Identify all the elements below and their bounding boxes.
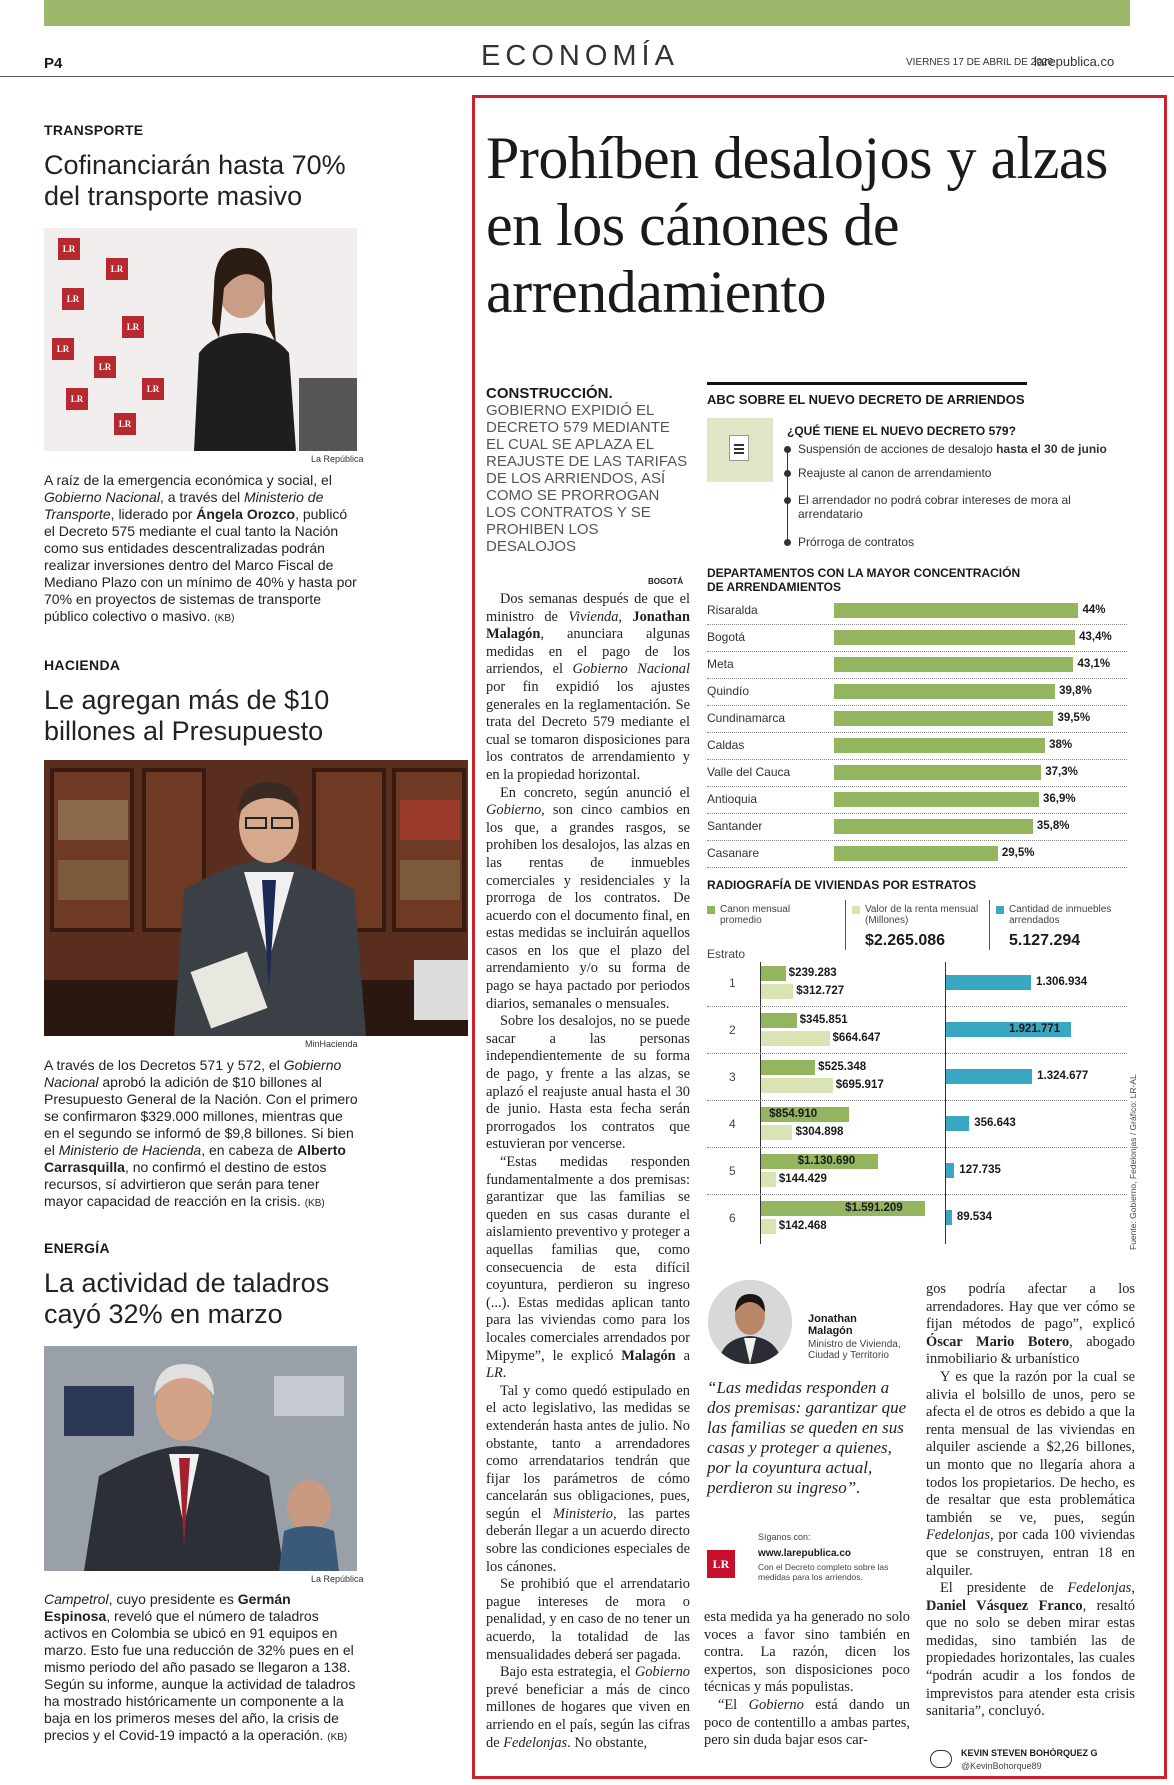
- renta-bar: [761, 1172, 776, 1187]
- abc-question: ¿QUÉ TIENE EL NUEVO DECRETO 579?: [787, 424, 1016, 438]
- follow-text: Con el Decreto completo sobre las medidas para los arriendos.: [758, 1562, 889, 1582]
- dept-value-label: 29,5%: [1001, 847, 1035, 859]
- canon-value: $345.851: [799, 1014, 848, 1026]
- document-icon: [707, 418, 773, 482]
- photo-angela-orozco: LR LR LR LR LR LR LR LR LR: [44, 228, 357, 451]
- rad-chart-title: RADIOGRAFÍA DE VIVIENDAS POR ESTRATOS: [707, 878, 977, 892]
- estrato-number: 3: [729, 1070, 736, 1084]
- bullet-icon: [784, 470, 791, 477]
- inmuebles-value: 89.534: [956, 1211, 992, 1223]
- pull-quote: “Las medidas responden a dos premisas: garantizar que las familias se queden en sus casas y proteger a quienes, por la coyuntura actual, perdieron su ingreso”.: [707, 1378, 907, 1497]
- dept-bar: [834, 846, 998, 861]
- bullet-icon: [784, 539, 791, 546]
- canon-value: $1.591.209: [845, 1202, 903, 1214]
- dept-value-label: 39,5%: [1057, 712, 1091, 724]
- inmuebles-bar: [946, 1163, 954, 1178]
- follow-link[interactable]: www.larepublica.co: [758, 1548, 851, 1559]
- dept-row: [707, 841, 1127, 868]
- renta-bar: [761, 1031, 830, 1046]
- dept-bar: [834, 630, 1075, 645]
- estrato-number: 6: [729, 1211, 736, 1225]
- estrato-number: 5: [729, 1164, 736, 1178]
- abc-item-4: Prórroga de contratos: [798, 535, 915, 549]
- legend-separator: [845, 900, 846, 950]
- dept-label: Casanare: [707, 846, 760, 860]
- dept-bar: [834, 684, 1055, 699]
- abc-item-3: El arrendador no podrá cobrar intereses de mora al arrendatario: [798, 493, 1071, 521]
- dept-row: [707, 787, 1127, 814]
- dept-row: [707, 814, 1127, 841]
- canon-value: $854.910: [769, 1108, 818, 1120]
- rad-row-separator: [707, 1006, 1127, 1007]
- dept-label: Valle del Cauca: [707, 765, 791, 779]
- dept-label: Antioquia: [707, 792, 758, 806]
- inmuebles-value: 1.921.771: [1009, 1023, 1061, 1035]
- abc-item-1: Suspensión de acciones de desalojo hasta el 30 de junio: [798, 442, 1107, 456]
- estrato-axis-label: Estrato: [707, 947, 746, 961]
- dept-row: [707, 679, 1127, 706]
- renta-value: $695.917: [835, 1079, 884, 1091]
- dept-label: Caldas: [707, 738, 745, 752]
- quote-name: Jonathan Malagón: [808, 1313, 857, 1337]
- dept-value-label: 43,1%: [1077, 658, 1111, 670]
- legend-renta: Valor de la renta mensual (Millones): [865, 904, 979, 926]
- dept-bar: [834, 819, 1033, 834]
- brief-transporte: [44, 122, 464, 212]
- canon-bar: [761, 1013, 797, 1028]
- photo-credit: La República: [311, 454, 364, 464]
- dept-bar: [834, 711, 1053, 726]
- quote-role: Ministro de Vivienda, Ciudad y Territorio: [808, 1339, 901, 1361]
- bullet-icon: [784, 446, 791, 453]
- canon-value: $239.283: [788, 967, 837, 979]
- abc-connector: [787, 449, 788, 543]
- dept-label: Santander: [707, 819, 763, 833]
- chart-source: Fuente: Gobierno, Fedelonjas / Gráfico: LR-AL: [1128, 1074, 1138, 1250]
- dept-value-label: 35,8%: [1036, 820, 1070, 832]
- legend-canon: Canon mensual promedio: [720, 904, 791, 926]
- canon-bar: [761, 966, 786, 981]
- legend-separator: [989, 900, 990, 950]
- dept-value-label: 37,3%: [1045, 766, 1078, 778]
- legend-inmuebles: Cantidad de inmuebles arrendados: [1009, 904, 1112, 926]
- site-name: larepublica.co: [1034, 54, 1115, 69]
- rad-chart: [707, 962, 1127, 1244]
- rad-row-separator: [707, 1100, 1127, 1101]
- dept-value-label: 36,9%: [1043, 793, 1076, 805]
- total-inmuebles: 5.127.294: [1009, 932, 1081, 949]
- estrato-number: 1: [729, 976, 736, 990]
- brief-title: Cofinanciarán hasta 70% del transporte masivo: [44, 150, 346, 211]
- photo-credit: MinHacienda: [305, 1039, 358, 1049]
- renta-value: $304.898: [795, 1126, 844, 1138]
- lr-logo-icon: LR: [707, 1550, 735, 1578]
- estrato-number: 2: [729, 1023, 736, 1037]
- dept-bar: [834, 792, 1039, 807]
- lead-text: GOBIERNO EXPIDIÓ EL DECRETO 579 MEDIANTE EL CUAL SE APLAZA EL REAJUSTE DE LAS TARIFAS DE LOS ARRIENDOS, ASÍ COMO SE PRORROGAN LOS CONTRATOS Y SE PROHIBEN LOS DESALOJOS: [486, 402, 688, 555]
- portrait-jonathan-malagon: [708, 1280, 792, 1364]
- abc-item-2: Reajuste al canon de arrendamiento: [798, 466, 992, 480]
- dept-label: Quindío: [707, 684, 750, 698]
- dateline: BOGOTÁ: [648, 577, 684, 586]
- brief-text: Campetrol, cuyo presidente es Germán Espinosa, reveló que el número de taladros activos en Colombia se ubicó en 91 equipos en marzo. Esto fue una reducción de 32% pues en el mismo periodo del año pasado se llegaron a 138. Según su informe, aunque la actividad de taladros ha mostrado históricamente un componente a la baja en los primeros meses del año, la crisis de precios y el Covid-19 impactó a la operación. (KB): [44, 1591, 356, 1743]
- photo-alberto-carrasquilla: [44, 760, 468, 1036]
- inmuebles-value: 127.735: [959, 1164, 1001, 1176]
- estrato-number: 4: [729, 1117, 736, 1131]
- author-name: KEVIN STEVEN BOHÓRQUEZ G: [961, 1748, 1098, 1758]
- dept-label: Bogotá: [707, 630, 746, 644]
- article-body-col2: esta medida ya ha generado no solo voces a favor sino también en contra. La razón, dicen los expertos, son disposiciones poco técnicas y más populistas. “El Gobierno está dando un poco de contentillo a ambas partes, pero sin duda bajar esos car-: [704, 1609, 910, 1749]
- renta-bar: [761, 1219, 776, 1234]
- rad-row-separator: [707, 1147, 1127, 1148]
- speech-bubble-icon: [930, 1750, 952, 1768]
- dept-chart-title: DEPARTAMENTOS CON LA MAYOR CONCENTRACIÓN DE ARRENDAMIENTOS: [707, 566, 1021, 594]
- photo-credit: La República: [311, 1574, 364, 1584]
- author-handle[interactable]: @KevinBohorque89: [961, 1761, 1042, 1771]
- legend-swatch-canon: [707, 906, 715, 914]
- brief-text: A raíz de la emergencia económica y social, el Gobierno Nacional, a través del Ministerio de Transporte, liderado por Ángela Orozco, publicó el Decreto 575 mediante el cual tanto la Nación como sus entidades descentralizadas podrán realizar inversiones dentro del Marco Fiscal de Mediano Plazo con un mínimo de 40% y hasta por 70% en proyectos de sistemas de transporte público colectivo o masivo. (KB): [44, 472, 357, 624]
- renta-value: $144.429: [778, 1173, 827, 1185]
- dept-row: [707, 652, 1127, 679]
- renta-value: $664.647: [832, 1032, 881, 1044]
- feature-headline: Prohíben desalojos y alzas en los cánones de arrendamiento: [486, 125, 1108, 325]
- brief-title: La actividad de taladros cayó 32% en marzo: [44, 1268, 330, 1329]
- follow-label: Síganos con:: [758, 1532, 811, 1542]
- abc-top-rule: [707, 382, 1027, 385]
- dept-row: [707, 625, 1127, 652]
- inmuebles-bar: [946, 1116, 969, 1131]
- dept-label: Risaralda: [707, 603, 758, 617]
- photo-german-espinosa: [44, 1346, 357, 1571]
- dept-label: Meta: [707, 657, 734, 671]
- brief-title: Le agregan más de $10 billones al Presupuesto: [44, 685, 330, 746]
- rad-row-separator: [707, 1053, 1127, 1054]
- header-rule: [0, 76, 1174, 77]
- canon-value: $525.348: [818, 1061, 867, 1073]
- lead-kicker: CONSTRUCCIÓN.: [486, 385, 613, 402]
- legend-swatch-renta: [852, 906, 860, 914]
- page-number: P4: [44, 55, 63, 72]
- dept-row: [707, 733, 1127, 760]
- rad-row-separator: [707, 1194, 1127, 1195]
- inmuebles-value: 356.643: [974, 1117, 1016, 1129]
- dept-bar: [834, 603, 1078, 618]
- legend-swatch-inmuebles: [996, 906, 1004, 914]
- dept-bar: [834, 765, 1041, 780]
- inmuebles-value: 1.324.677: [1037, 1070, 1089, 1082]
- dept-row: [707, 760, 1127, 787]
- total-renta: $2.265.086: [865, 932, 946, 949]
- inmuebles-bar: [946, 975, 1031, 990]
- dept-bar: [834, 657, 1073, 672]
- canon-bar: [761, 1060, 815, 1075]
- inmuebles-bar: [946, 1069, 1032, 1084]
- person-figure: [44, 228, 357, 451]
- dept-label: Cundinamarca: [707, 711, 786, 725]
- brief-hacienda: [44, 657, 464, 747]
- dept-value-label: 38%: [1049, 739, 1073, 751]
- article-body-col1: Dos semanas después de que el ministro de Vivienda, Jonathan Malagón, anunciara algunas medidas en el pago de los arriendos, el Gobierno Nacional por fin expidió los ajustes generales en la reglamentación. Se trata del Decreto 579 mediante el cual se tomaron disposiciones para los contratos de arrendamiento y en la propiedad horizontal. En concreto, según anunció el Gobierno, son cinco cambios en los que, a grandes rasgos, se prohiben los desalojos, las alzas en las rentas de inmuebles comerciales y residenciales y la prorroga de los contratos. De acuerdo con el documento final, en estas medidas se incluirán aquellos casos en los que el plazo del arrendamiento y/o su forma de pago se haya pactado por periodos diarios, semanales o mensuales. Sobre los desalojos, no se puede sacar a las personas independientemente de su forma de pago, y frente a las alzas, se aplazó el reajuste anual hasta el 30 de junio. Hasta esta fecha serán prorrogados los contratos que estuvieran por vencerse. “Estas medidas responden fundamentalmente a dos premisas: garantizar que las familias se queden en sus casas durante el aislamiento preventivo y proteger a aquellas familias que, como consecuencia de esta difícil coyuntura, perdieron su ingreso (...). Estas medidas aplican tanto para las viviendas como para los locales comerciales arrendados por Mipyme”, le explicó Malagón a LR. Tal y como quedó estipulado en el acto legislativo, las medidas se extenderán hasta antes de julio. No obstante, tanto a arrendadores como arrendatarios tendrán que fijar los parámetros de cómo cancelarán sus obligaciones, pues, según el Ministerio, las partes deberán llegar a un acuerdo directo sobre las condiciones especiales de los cánones. Se prohibió que el arrendatario pague intereses de mora o penalidad, y en caso de no tener un acuerdo, la totalidad de las mensualidades deberá ser pagada. Bajo esta estrategia, el Gobierno prevé beneficiar a más de cinco millones de hogares que viven en arriendo en el país, según las cifras de Fedelonjas. No obstante,: [486, 591, 691, 1751]
- dept-bar: [834, 738, 1045, 753]
- canon-value: $1.130.690: [797, 1155, 856, 1167]
- section-name: ECONOMÍA: [481, 40, 679, 72]
- brief-kicker: ENERGÍA: [44, 1240, 110, 1256]
- brief-energia: [44, 1240, 464, 1330]
- bullet-icon: [784, 497, 791, 504]
- renta-value: $312.727: [796, 985, 845, 997]
- issue-date: VIERNES 17 DE ABRIL DE 2020: [906, 57, 1053, 68]
- brief-kicker: HACIENDA: [44, 657, 121, 673]
- inmuebles-value: 1.306.934: [1036, 976, 1088, 988]
- top-color-bar: [44, 0, 1130, 26]
- renta-bar: [761, 1078, 833, 1093]
- dept-value-label: 39,8%: [1059, 685, 1092, 697]
- abc-title: ABC SOBRE EL NUEVO DECRETO DE ARRIENDOS: [707, 392, 1025, 407]
- dept-value-label: 44%: [1082, 604, 1106, 616]
- inmuebles-bar: [946, 1210, 952, 1225]
- renta-bar: [761, 1125, 792, 1140]
- renta-value: $142.468: [778, 1220, 827, 1232]
- brief-kicker: TRANSPORTE: [44, 122, 144, 138]
- feature-lead: [486, 385, 691, 555]
- renta-bar: [761, 984, 793, 999]
- dept-row: [707, 598, 1127, 625]
- dept-value-label: 43,4%: [1079, 631, 1112, 643]
- brief-text: A través de los Decretos 571 y 572, el Gobierno Nacional aprobó la adición de $10 billones al Presupuesto General de la Nación. Con el primero se confirmaron $329.000 millones, mientras que en el segundo se informó de $9,8 billones. Si bien el Ministerio de Hacienda, en cabeza de Alberto Carrasquilla, no confirmó el destino de estos recursos, sí advirtieron que serán para tener mayor capacidad de reacción en la crisis. (KB): [44, 1057, 358, 1209]
- article-body-col3: gos podría afectar a los arrendadores. Hay que ver cómo se fijan métodos de pago”, explicó Óscar Mario Botero, abogado inmobiliario & urbanístico Y es que la razón por la cual se alivia el bolsillo de unos, pero se afecta el de otros es debido a que la renta mensual de las viviendas en alquiler asciende a $2,26 billones, un monto que no llegaría ahora a todos los propietarios. De hecho, es de resaltar que esta problemática también se ve, pues, según Fedelonjas, por cada 100 viviendas que se construyen, entran 18 en alquiler. El presidente de Fedelonjas, Daniel Vásquez Franco, resaltó que no solo se deben mirar estas medidas, sino también las de propiedades horizontales, las cuales “podrán acudir a los fondos de imprevistos para atender esta crisis sanitaria”, concluyó.: [926, 1281, 1135, 1720]
- dept-row: [707, 706, 1127, 733]
